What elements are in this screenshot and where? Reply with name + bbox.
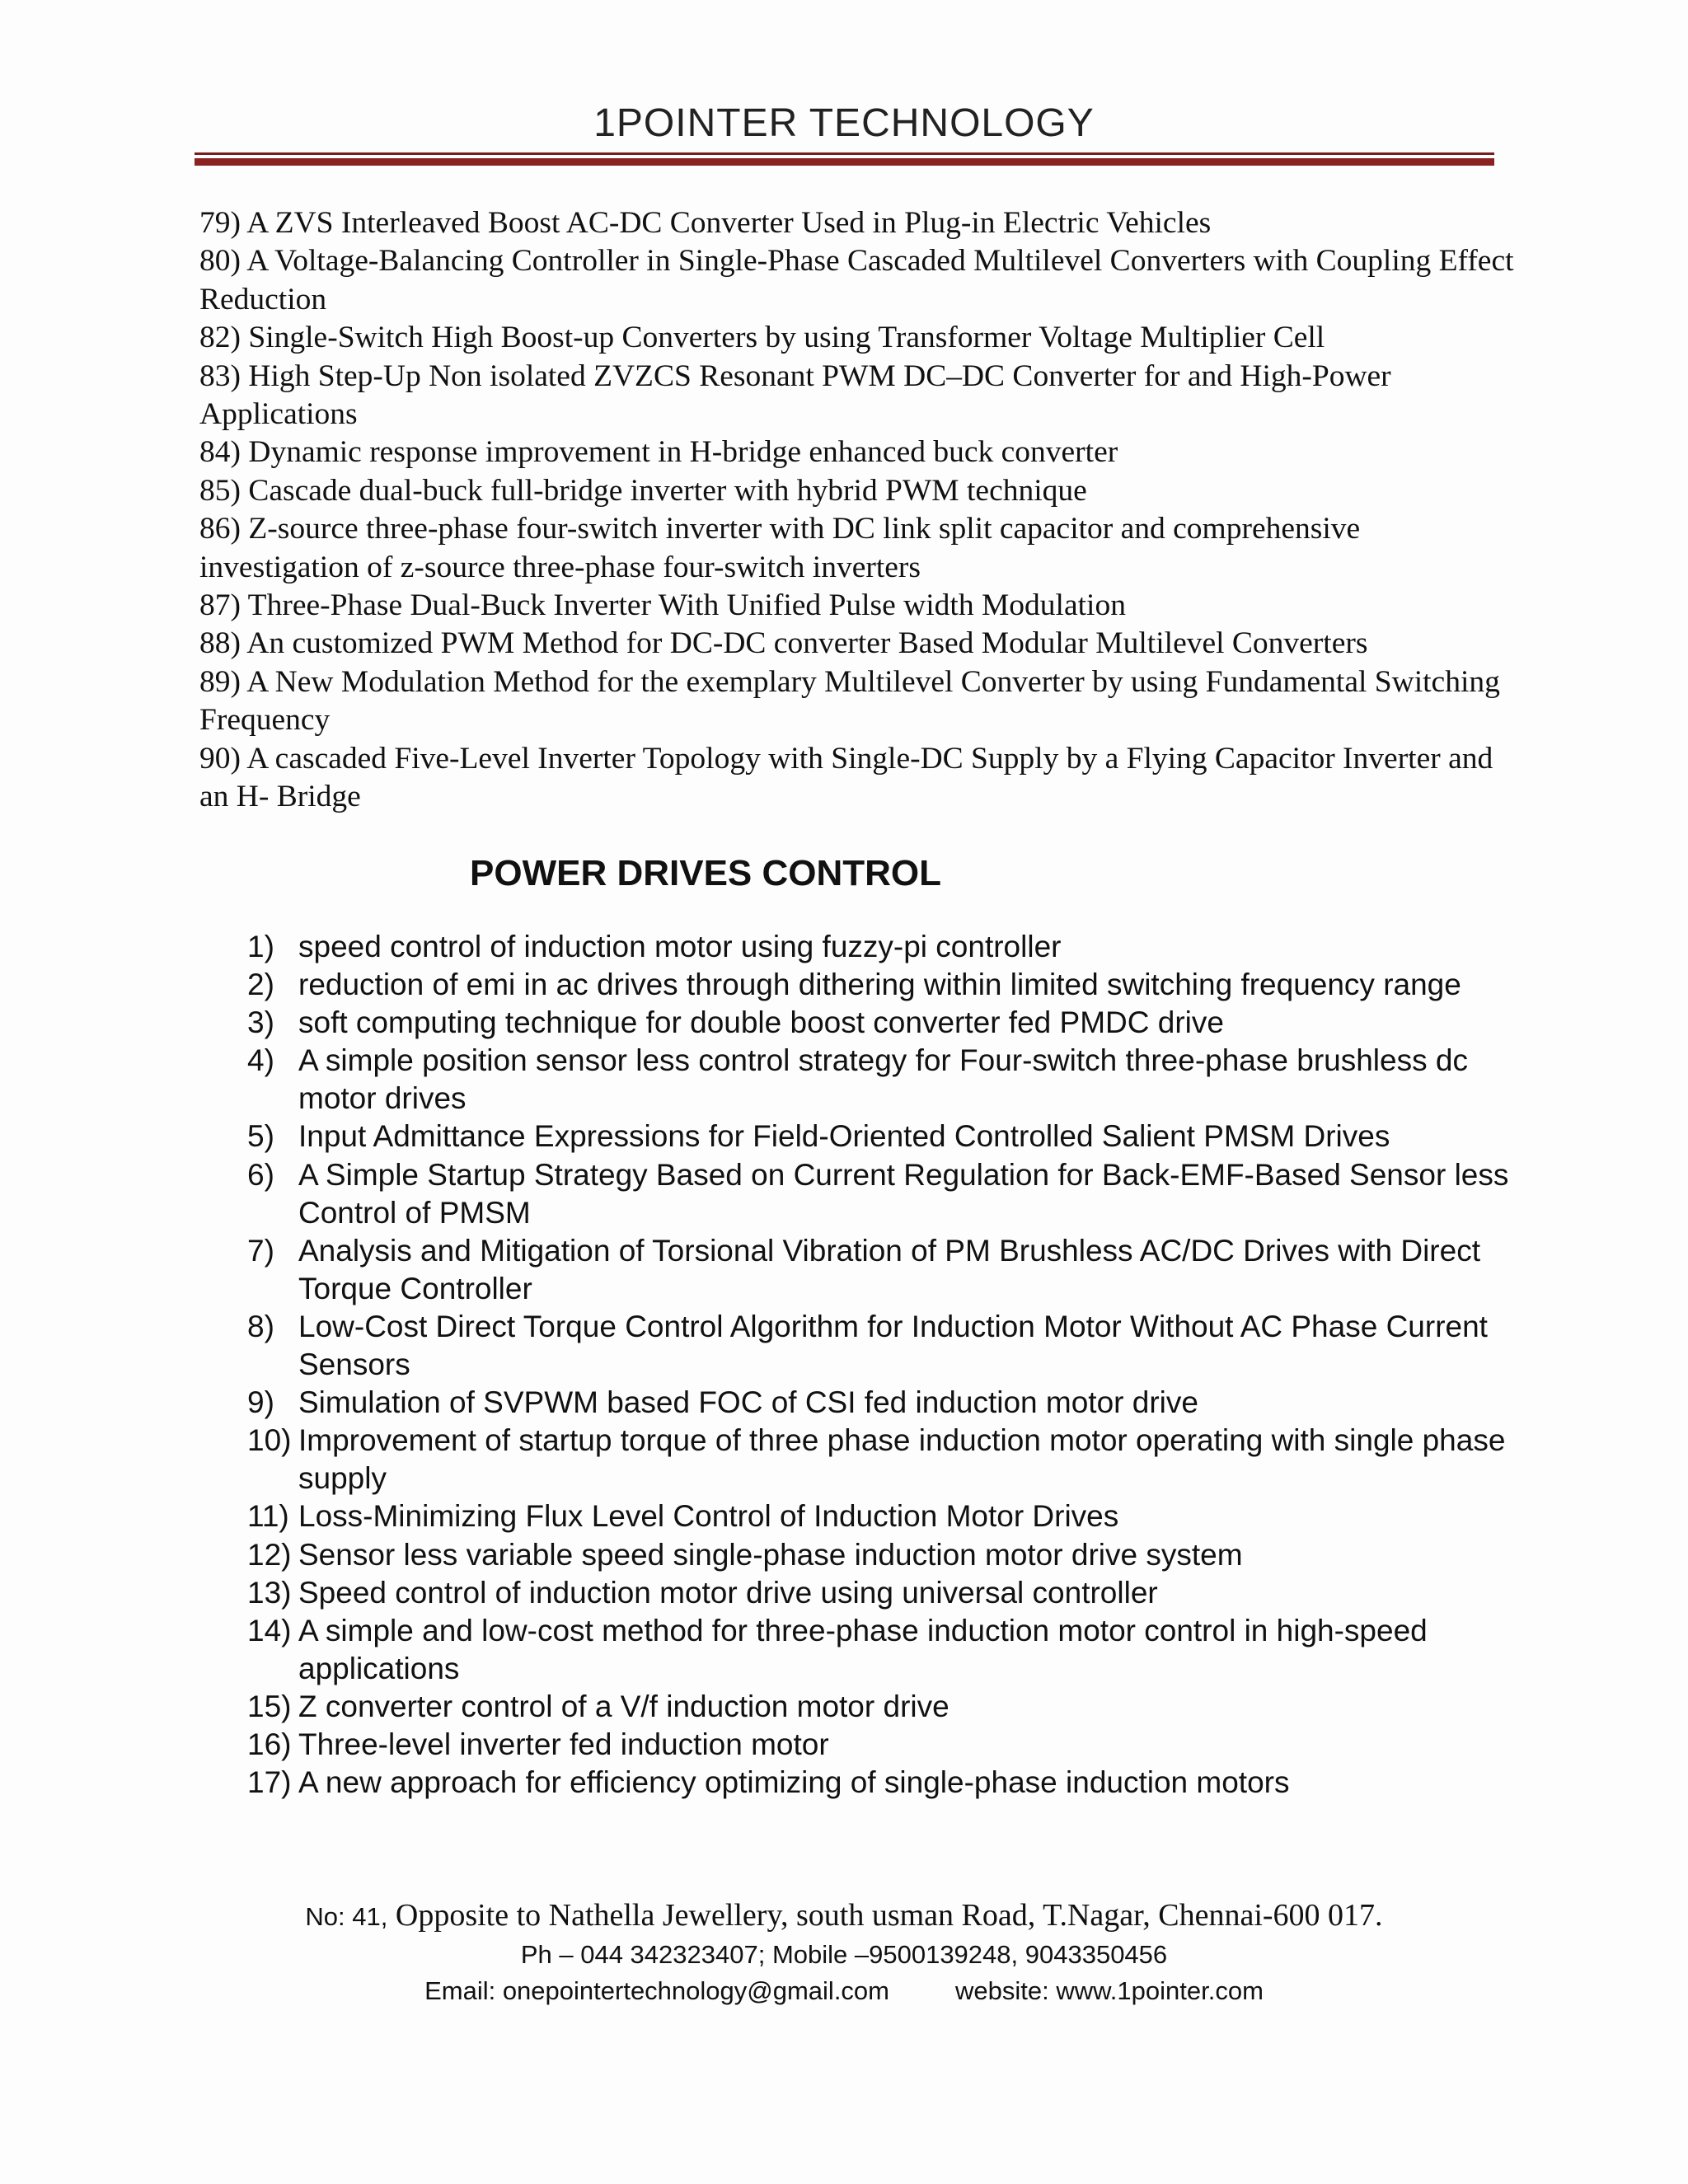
item-number: 5): [247, 1119, 274, 1154]
item-number: 8): [247, 1309, 274, 1343]
address-text: Opposite to Nathella Jewellery, south usman Road, T.Nagar, Chennai-600 017.: [395, 1898, 1383, 1933]
item-text: Input Admittance Expressions for Field-Oriented Controlled Salient PMSM Drives: [298, 1119, 1390, 1154]
item-number: 6): [247, 1157, 274, 1192]
item-number: 9): [247, 1385, 274, 1420]
item-text: Low-Cost Direct Torque Control Algorithm for Induction Motor Without AC Phase Current Sensors: [298, 1309, 1488, 1382]
item-number: 12): [247, 1537, 292, 1572]
list-item: [247, 1574, 1517, 1612]
header-rule-thick: [195, 158, 1494, 166]
list-item: 79) A ZVS Interleaved Boost AC-DC Converter Used in Plug-in Electric Vehicles: [199, 206, 1212, 240]
list-item: [247, 1308, 1517, 1384]
item-number: 4): [247, 1043, 274, 1078]
list-item: 82) Single-Switch High Boost-up Converters by using Transformer Voltage Multiplier Cell: [199, 321, 1325, 355]
footer-contact: [0, 1973, 1688, 2009]
list-item: [247, 1232, 1517, 1308]
item-text: Sensor less variable speed single-phase induction motor drive system: [298, 1537, 1243, 1572]
footer-phone: Ph – 044 342323407; Mobile –9500139248, 9043350456: [520, 1940, 1168, 1969]
item-text: Simulation of SVPWM based FOC of CSI fed induction motor drive: [298, 1385, 1198, 1420]
item-number: 16): [247, 1727, 292, 1761]
item-text: A new approach for efficiency optimizing of single-phase induction motors: [298, 1765, 1290, 1800]
list-item: [247, 1497, 1517, 1535]
list-item: [247, 928, 1517, 966]
list-item: 90) A cascaded Five-Level Inverter Topology with Single-DC Supply by a Flying Capacitor Inverter and an H- Bridge: [199, 741, 1493, 814]
list-item: [247, 1726, 1517, 1764]
list-item: [247, 966, 1517, 1004]
list-item: [247, 1764, 1517, 1802]
item-number: 10): [247, 1423, 292, 1458]
item-text: Analysis and Mitigation of Torsional Vibration of PM Brushless AC/DC Drives with Direct Torque Controller: [298, 1233, 1480, 1305]
footer-email: Email: onepointertechnology@gmail.com: [424, 1976, 889, 2005]
footer-address: [0, 1896, 1688, 1937]
list-item: 80) A Voltage-Balancing Controller in Single-Phase Cascaded Multilevel Converters with Coupling Effect Reduction: [199, 244, 1514, 316]
list-item: [247, 1156, 1517, 1232]
page-title: 1POINTER TECHNOLOGY: [593, 101, 1095, 145]
list-item: 86) Z-source three-phase four-switch inverter with DC link split capacitor and comprehensive investigation of z-source three-phase four-switch inverters: [199, 512, 1361, 584]
list-item: 85) Cascade dual-buck full-bridge inverter with hybrid PWM technique: [199, 473, 1087, 508]
list-item: [247, 1118, 1517, 1155]
list-item: [247, 1384, 1517, 1422]
footer-website: website: www.1pointer.com: [955, 1976, 1264, 2005]
list-item: 88) An customized PWM Method for DC-DC converter Based Modular Multilevel Converters: [199, 626, 1368, 661]
list-item: [247, 1042, 1517, 1118]
header-rule-thin: [195, 152, 1494, 155]
item-text: Improvement of startup torque of three phase induction motor operating with single phase supply: [298, 1423, 1506, 1496]
footer: [0, 1896, 1688, 2009]
item-number: 11): [247, 1499, 289, 1534]
item-text: Loss-Minimizing Flux Level Control of Induction Motor Drives: [298, 1499, 1119, 1534]
power-drives-list: [247, 928, 1517, 1802]
item-number: 17): [247, 1765, 292, 1800]
power-electronics-list: [199, 204, 1518, 817]
list-item: [247, 1612, 1517, 1688]
item-text: A simple position sensor less control strategy for Four-switch three-phase brushless dc motor drives: [298, 1043, 1468, 1116]
item-text: reduction of emi in ac drives through dithering within limited switching frequency range: [298, 968, 1461, 1002]
item-text: A Simple Startup Strategy Based on Current Regulation for Back-EMF-Based Sensor less Control of PMSM: [298, 1157, 1509, 1230]
list-item: 83) High Step-Up Non isolated ZVZCS Resonant PWM DC–DC Converter for and High-Power Applications: [199, 359, 1391, 432]
item-number: 13): [247, 1575, 292, 1610]
address-label: No: 41,: [305, 1902, 388, 1931]
section-heading: POWER DRIVES CONTROL: [470, 853, 942, 893]
list-item: 87) Three-Phase Dual-Buck Inverter With Unified Pulse width Modulation: [199, 588, 1126, 623]
item-number: 7): [247, 1233, 274, 1268]
item-text: speed control of induction motor using fuzzy-pi controller: [298, 930, 1062, 963]
item-text: Speed control of induction motor drive using universal controller: [298, 1575, 1158, 1610]
list-item: [247, 1688, 1517, 1726]
item-number: 1): [247, 930, 274, 963]
item-number: 3): [247, 1005, 274, 1040]
item-text: soft computing technique for double boost converter fed PMDC drive: [298, 1005, 1224, 1040]
list-item: 84) Dynamic response improvement in H-bridge enhanced buck converter: [199, 435, 1118, 470]
item-number: 15): [247, 1689, 292, 1723]
item-number: 2): [247, 968, 274, 1002]
item-text: Z converter control of a V/f induction motor drive: [298, 1689, 950, 1723]
item-text: Three-level inverter fed induction motor: [298, 1727, 829, 1761]
list-item: [247, 1422, 1517, 1497]
list-item: [247, 1004, 1517, 1042]
list-item: 89) A New Modulation Method for the exemplary Multilevel Converter by using Fundamental Switching Frequency: [199, 664, 1500, 738]
item-text: A simple and low-cost method for three-phase induction motor control in high-speed applications: [298, 1613, 1428, 1685]
item-number: 14): [247, 1613, 292, 1647]
list-item: [247, 1536, 1517, 1574]
